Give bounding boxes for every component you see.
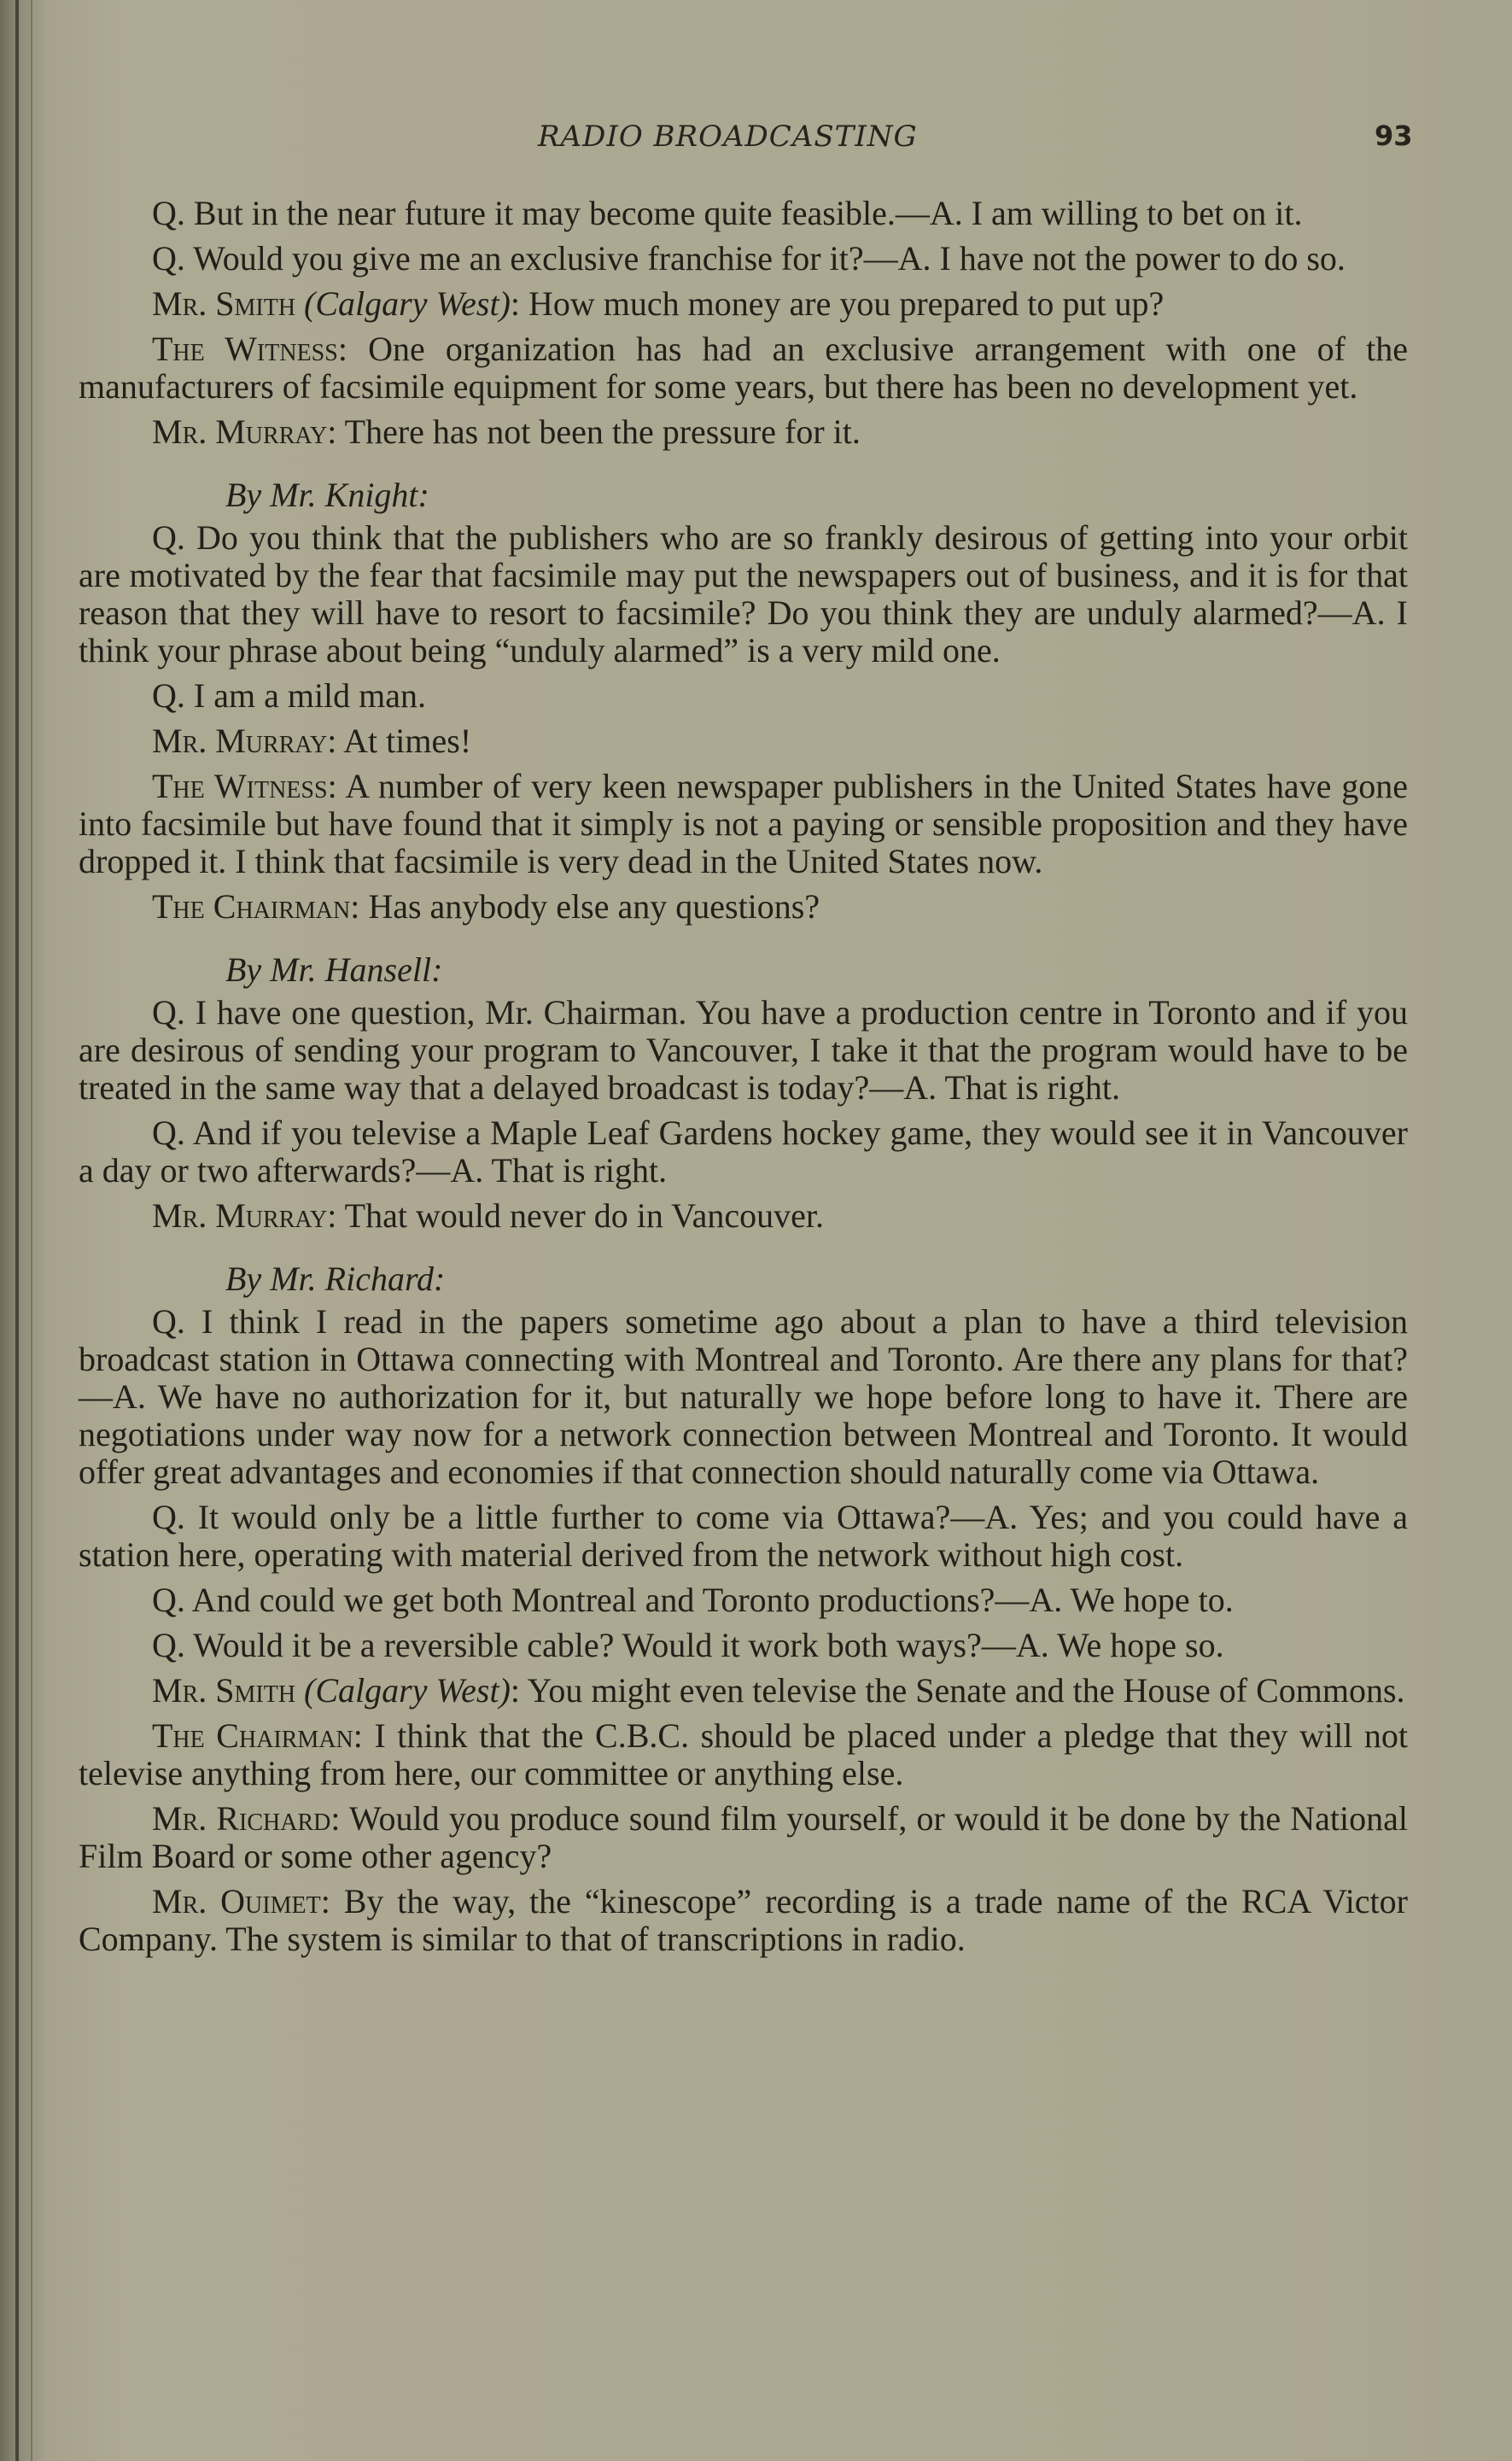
speaker-name: Mr. Smith (152, 284, 296, 323)
speaker-separator: : (327, 412, 345, 451)
speaker-name: The Chairman (152, 887, 351, 926)
binding-shadow (31, 0, 32, 2461)
paragraph-text: Q. Would it be a reversible cable? Would it work both ways?—A. We hope so. (152, 1626, 1224, 1664)
speaker-separator: : (337, 330, 369, 368)
paragraph-text: There has not been the pressure for it. (344, 412, 861, 451)
speaker-name: The Chairman (152, 1716, 353, 1755)
paragraph-text: Q. I have one question, Mr. Chairman. You have a production centre in Toronto and if you are desirous of sending your program to Vancouver, I take it that the program would have to be treated in the same way that a delayed broadcast is today?—A. That is right. (79, 993, 1408, 1107)
speaker-separator: : (327, 767, 346, 805)
speaker-name: The Witness (152, 767, 328, 805)
speaker-name: Mr. Ouimet (152, 1882, 321, 1920)
speaker-name: The Witness (152, 330, 338, 368)
paragraph-text: Q. But in the near future it may become quite feasible.—A. I am willing to bet on it. (152, 194, 1303, 232)
speaker-separator: : (330, 1799, 349, 1838)
paragraph-text: Q. Do you think that the publishers who are so frankly desirous of getting into your orbit are motivated by the fear that facsimile may put the newspapers out of business, and it is for that reason that they will have to resort to facsimile? Do you think they are unduly alarmed?—A. I think your phrase about being “unduly alarmed” is a very mild one. (79, 518, 1408, 669)
paragraph-text: By the way, the “kinescope” recording is a trade name of the RCA Victor Company. The system is similar to that of transcriptions in radio. (79, 1882, 1408, 1958)
qa-paragraph (79, 994, 1408, 1107)
examiner-heading: By Mr. Richard: (225, 1260, 446, 1298)
qa-paragraph (79, 1114, 1408, 1190)
qa-paragraph (79, 195, 1408, 232)
speaker-separator: : (327, 1196, 345, 1235)
qa-paragraph (79, 677, 1408, 715)
paragraph-text: Q. And could we get both Montreal and Toronto productions?—A. We hope to. (152, 1581, 1234, 1619)
speaker-paragraph (79, 768, 1408, 880)
paragraph-text: You might even televise the Senate and the House of Commons. (527, 1671, 1405, 1710)
paragraph-text: Q. I think I read in the papers sometime ago about a plan to have a third television broadcast station in Ottawa connecting with Montreal and Toronto. Are there any plans for that?—A. We have no authorization for it, but naturally we hope before long to have it. There are negotiations under way now for a network connection between Montreal and Toronto. It would offer great advantages and economies if that connection should naturally come via Ottawa. (79, 1302, 1408, 1491)
speaker-separator: : (510, 1671, 528, 1710)
paragraph-text: Q. It would only be a little further to come via Ottawa?—A. Yes; and you could have a station here, operating with material derived from the network without high cost. (79, 1498, 1408, 1574)
qa-paragraph (79, 1627, 1408, 1664)
paragraph-text: Q. And if you televise a Maple Leaf Gardens hockey game, they would see it in Vancouver a day or two afterwards?—A. That is right. (79, 1114, 1408, 1190)
speaker-paragraph (79, 722, 1408, 760)
speaker-paragraph (79, 1197, 1408, 1235)
speaker-name: Mr. Smith (152, 1671, 296, 1710)
speaker-separator: : (320, 1882, 344, 1920)
paragraph-text: One organization has had an exclusive arrangement with one of the manufacturers of facsimile equipment for some years, but there has been no development yet. (79, 330, 1408, 406)
speaker-paragraph (79, 1672, 1408, 1710)
paragraph-text: Q. I am a mild man. (152, 676, 427, 715)
paragraph-text: At times! (343, 722, 472, 760)
paragraph-text: Q. Would you give me an exclusive franchise for it?—A. I have not the power to do so. (152, 239, 1346, 278)
speaker-name: Mr. Murray (152, 412, 328, 451)
speaker-separator: : (510, 284, 529, 323)
speaker-riding: (Calgary West) (304, 1671, 511, 1710)
paragraph-text: A number of very keen newspaper publishers in the United States have gone into facsimile but have found that it simply is not a paying or sensible proposition and they have dropped it. I think that facsimile is very dead in the United States now. (79, 767, 1409, 880)
qa-paragraph (79, 1499, 1408, 1574)
qa-paragraph (79, 240, 1408, 278)
qa-paragraph (79, 1303, 1408, 1491)
speaker-separator: : (327, 722, 344, 760)
transcript-body (79, 195, 1408, 1966)
speaker-paragraph (79, 1883, 1408, 1958)
paragraph-text: How much money are you prepared to put up? (528, 284, 1165, 323)
speaker-paragraph (79, 285, 1408, 323)
speaker-paragraph (79, 1800, 1408, 1875)
qa-paragraph (79, 519, 1408, 669)
running-title: RADIO BROADCASTING (538, 120, 918, 154)
speaker-name: Mr. Richard (152, 1799, 331, 1838)
page-header (0, 120, 1512, 162)
paragraph-text: Has anybody else any questions? (368, 887, 820, 926)
binding-edge (15, 0, 19, 2461)
paragraph-text: I think that the C.B.C. should be placed under a pledge that they will not televise anything from here, our committee or anything else. (79, 1716, 1408, 1792)
paragraph-text: Would you produce sound film yourself, or would it be done by the National Film Board or some other agency? (79, 1799, 1409, 1875)
speaker-paragraph (79, 330, 1408, 406)
examiner-heading: By Mr. Knight: (225, 476, 429, 514)
paragraph-text: That would never do in Vancouver. (344, 1196, 825, 1235)
speaker-paragraph (79, 413, 1408, 451)
speaker-separator: : (353, 1716, 375, 1755)
page-number: 93 (1375, 120, 1413, 152)
qa-paragraph (79, 1581, 1408, 1619)
speaker-name: Mr. Murray (152, 722, 328, 760)
speaker-paragraph (79, 1717, 1408, 1792)
speaker-riding: (Calgary West) (304, 284, 511, 323)
examiner-heading: By Mr. Hansell: (225, 950, 443, 989)
speaker-name: Mr. Murray (152, 1196, 328, 1235)
speaker-separator: : (350, 887, 369, 926)
speaker-paragraph (79, 888, 1408, 926)
